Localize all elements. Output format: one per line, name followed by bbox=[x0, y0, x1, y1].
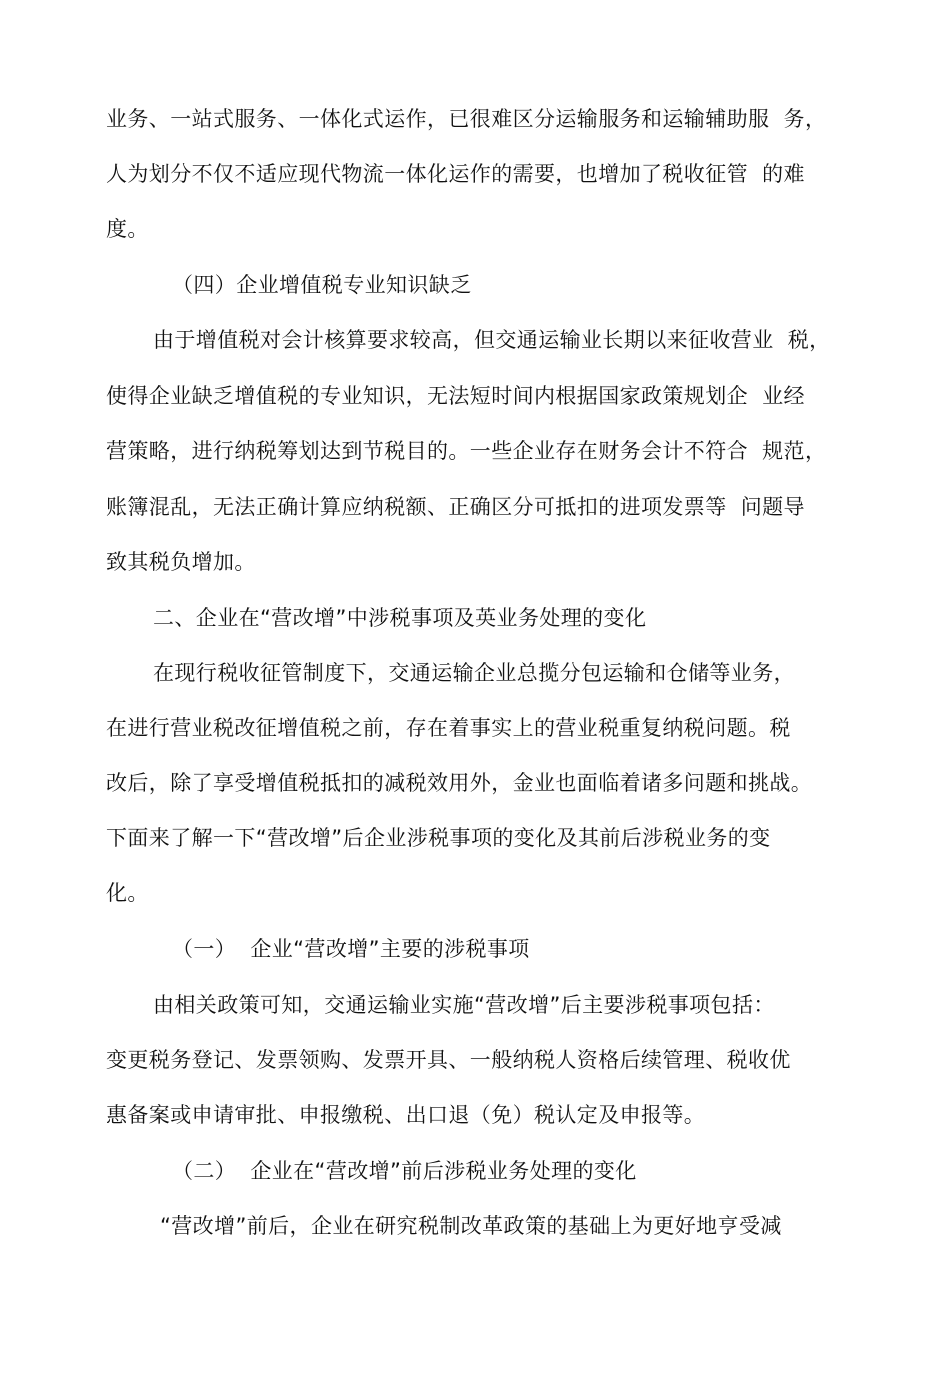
section-heading: （一） 企业“营改增”主要的涉税事项 bbox=[172, 937, 530, 961]
paragraph-line: 致其税负增加。 bbox=[106, 550, 256, 574]
paragraph-line: 在现行税收征管制度下，交通运输企业总揽分包运输和仓储等业务， bbox=[153, 661, 795, 685]
paragraph-line: 变更税务登记、发票领购、发票开具、一般纳税人资格后续管理、税收优 bbox=[106, 1048, 791, 1072]
paragraph-line: 在进行营业税改征增值税之前，存在着事实上的营业税重复纳税问题。税 bbox=[106, 716, 791, 740]
paragraph-line: 由于增值税对会计核算要求较高，但交通运输业长期以来征收营业 税， bbox=[153, 328, 831, 352]
section-heading: （二） 企业在“营改增”前后涉税业务处理的变化 bbox=[172, 1159, 637, 1183]
section-heading: （四）企业增值税专业知识缺乏 bbox=[172, 273, 472, 297]
paragraph-line: 度。 bbox=[106, 217, 149, 241]
paragraph-line: 惠备案或申请审批、申报缴税、出口退（免）税认定及申报等。 bbox=[106, 1103, 706, 1127]
paragraph-line: 人为划分不仅不适应现代物流一体化运作的需要，也增加了税收征管 的难 bbox=[106, 162, 805, 186]
paragraph-line: 改后，除了享受增值税抵扣的减税效用外，金业也面临着诸多问题和挑战。 bbox=[106, 771, 813, 795]
paragraph-line: 下面来了解一下“营改增”后企业涉税事项的变化及其前后涉税业务的变 bbox=[106, 826, 771, 850]
paragraph-line: 由相关政策可知，交通运输业实施“营改增”后主要涉税事项包括： bbox=[153, 993, 775, 1017]
paragraph-line: 账簿混乱，无法正确计算应纳税额、正确区分可抵扣的进项发票等 问题导 bbox=[106, 495, 805, 519]
paragraph-line: 业务、一站式服务、一体化式运作，已很难区分运输服务和运输辅助服 务， bbox=[106, 107, 827, 131]
paragraph-line: 使得企业缺乏增值税的专业知识，无法短时间内根据国家政策规划企 业经 bbox=[106, 384, 805, 408]
paragraph-line: 营策略，进行纳税筹划达到节税目的。一些企业存在财务会计不符合 规范， bbox=[106, 439, 827, 463]
paragraph-line: 化。 bbox=[106, 881, 149, 905]
section-heading: 二、企业在“营改增”中涉税事项及英业务处理的变化 bbox=[153, 606, 647, 630]
paragraph-line: “营改增”前后，企业在研究税制改革政策的基础上为更好地亨受减 bbox=[160, 1214, 782, 1238]
